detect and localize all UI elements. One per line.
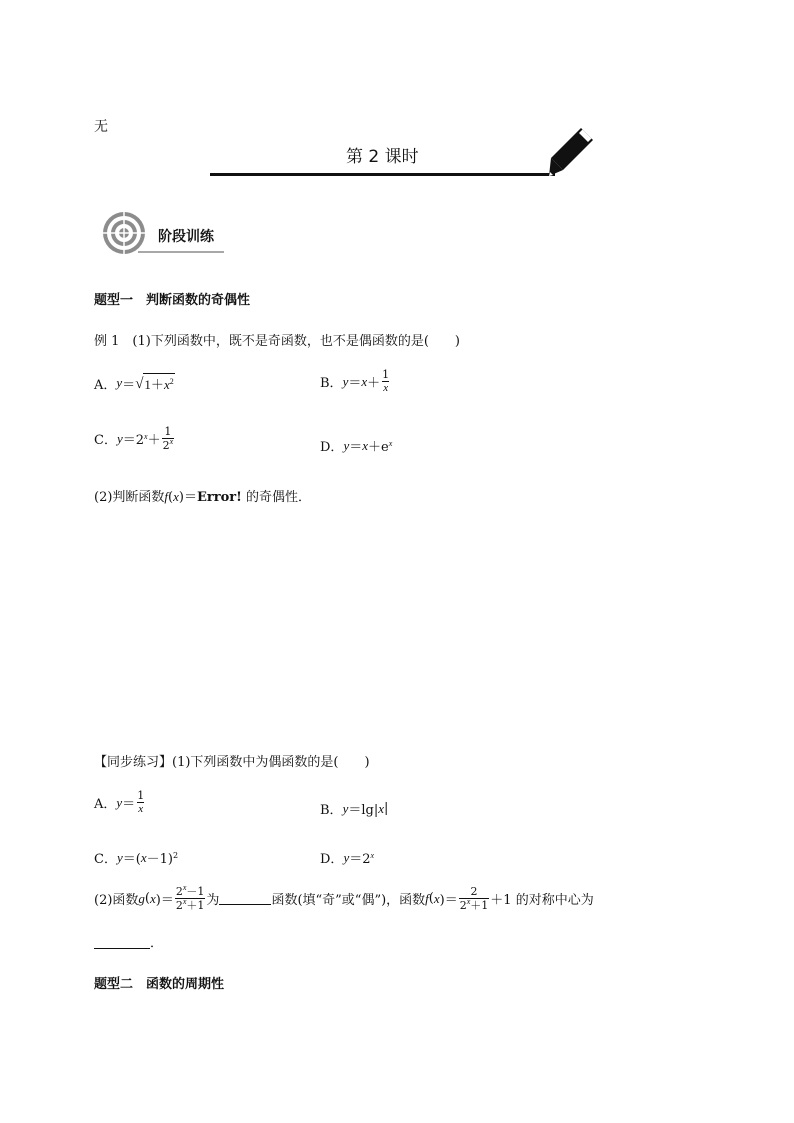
example-1-stem: 例 1 (1)下列函数中，既不是奇函数，也不是偶函数的是( ): [94, 334, 460, 349]
example-1-option-a: A． y ＝ √ $1+x^2$: [94, 375, 174, 393]
practice-option-a: A． y ＝ $\frac{1}{x}$: [94, 789, 145, 815]
example-1-option-b: B． y ＝ x ＋ $\frac{1}{x}$: [320, 368, 390, 394]
section-title-1: 题型一 判断函数的奇偶性: [94, 293, 251, 308]
answer-blank-2[interactable]: [94, 936, 150, 949]
stage-label: 阶段训练: [158, 229, 214, 245]
example-1-part-2: (2)判断函数f(x)＝Error! 的奇偶性．: [94, 489, 311, 505]
section-title-2: 题型二 函数的周期性: [94, 977, 225, 992]
practice-part-2: (2)函数 g ( x )＝ $\frac{2^x-1}{2^x+1}$ 为 函数(填“奇”或“偶”)，函数 f ( x )＝ $\frac{2}{2^x+1}$ ＋1 的对称中心为: [94, 883, 594, 912]
error-field: Error!: [196, 490, 242, 505]
practice-part-2-cont: ．: [94, 932, 163, 951]
practice-option-c: C． y ＝( x －1)$^2$: [94, 849, 179, 867]
practice-stem: 【同步练习】(1)下列函数中为偶函数的是( ): [94, 755, 370, 770]
pencil-icon: [545, 124, 597, 180]
example-1-option-c: C． y $=2^x+$ $\frac{1}{2^x}$: [94, 425, 174, 452]
lesson-title: 第 2 课时: [346, 147, 419, 167]
example-1-option-d: D． y ＝ x $+e^x$: [320, 437, 393, 455]
practice-option-b: B． y ＝lg| x |: [320, 800, 389, 818]
top-note: 无: [94, 119, 108, 135]
practice-option-d: D． y $=2^x$: [320, 849, 375, 867]
header-rule: [210, 173, 555, 176]
answer-blank-1[interactable]: [219, 892, 271, 905]
